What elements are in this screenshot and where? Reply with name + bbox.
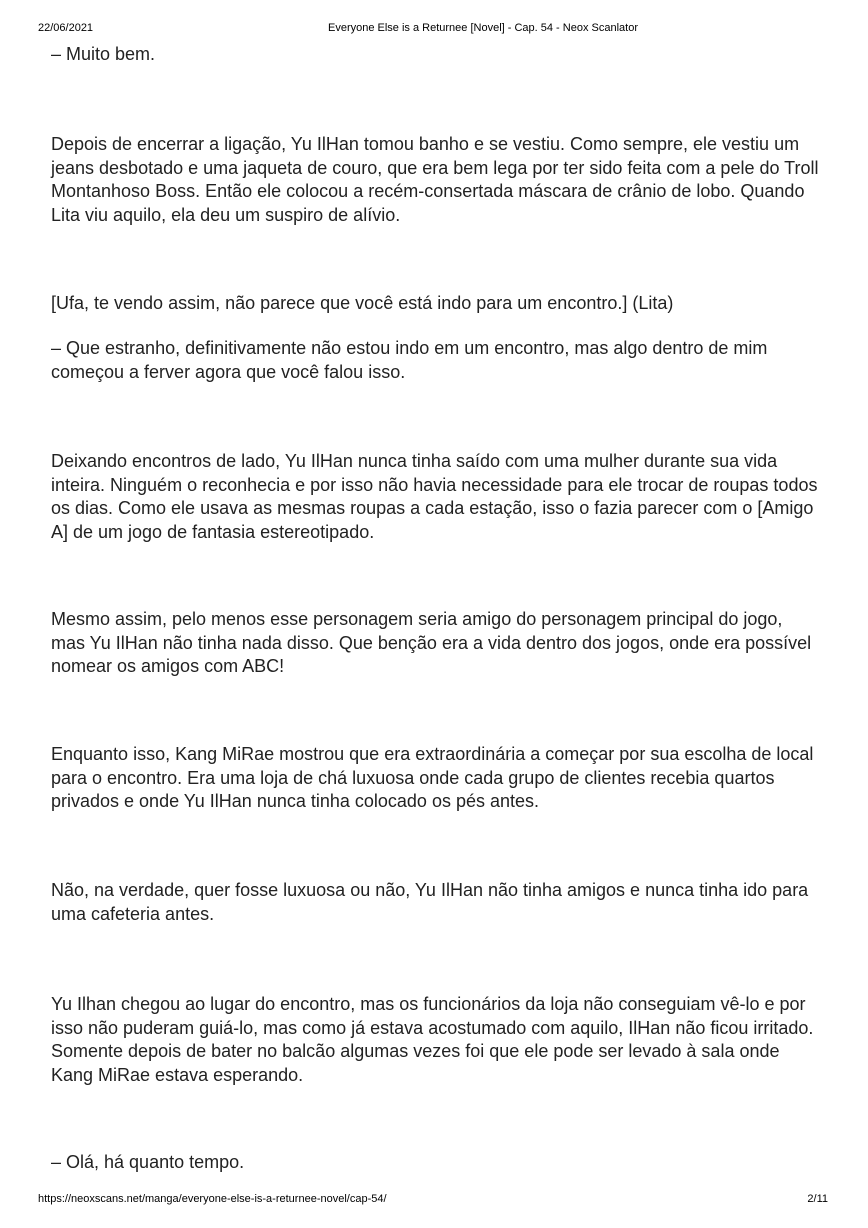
page-url[interactable]: https://neoxscans.net/manga/everyone-else-is-a-returnee-novel/cap-54/ — [38, 1193, 387, 1205]
dialogue-line: [Ufa, te vendo assim, não parece que você está indo para um encontro.] (Lita) — [51, 293, 674, 313]
narration-paragraph: Depois de encerrar a ligação, Yu IlHan tomou banho e se vestiu. Como sempre, ele vestiu um jeans desbotado e uma jaqueta de couro, que era bem lega por ter sido feita com a pele do Troll Montanhoso Boss. Então ele colocou a recém-consertada máscara de crânio de lobo. Quando Lita viu aquilo, ela deu um suspiro de alívio. — [51, 134, 819, 225]
dialogue-line: – Muito bem. — [51, 44, 156, 64]
page-title: Everyone Else is a Returnee [Novel] - Cap. 54 - Neox Scanlator — [328, 22, 638, 34]
narration-paragraph: Enquanto isso, Kang MiRae mostrou que era extraordinária a começar por sua escolha de local para o encontro. Era uma loja de chá luxuosa onde cada grupo de clientes recebia quartos privados e onde Yu IlHan nunca tinha colocado os pés antes. — [51, 744, 814, 811]
dialogue-line: – Olá, há quanto tempo. — [51, 1152, 245, 1172]
print-date: 22/06/2021 — [38, 22, 94, 34]
page-number: 2/11 — [807, 1193, 828, 1205]
narration-paragraph: Não, na verdade, quer fosse luxuosa ou não, Yu IlHan não tinha amigos e nunca tinha ido para uma cafeteria antes. — [51, 880, 809, 924]
narration-paragraph: Yu Ilhan chegou ao lugar do encontro, mas os funcionários da loja não conseguiam vê-lo e por isso não puderam guiá-lo, mas como já estava acostumado com aquilo, IlHan não ficou irritado. Somente depois de bater no balcão algumas vezes foi que ele pode ser levado à sala onde Kang MiRae estava esperando. — [51, 994, 814, 1085]
dialogue-line: – Que estranho, definitivamente não estou indo em um encontro, mas algo dentro de mim começou a ferver agora que você falou isso. — [51, 338, 768, 382]
narration-paragraph: Mesmo assim, pelo menos esse personagem seria amigo do personagem principal do jogo, mas Yu IlHan não tinha nada disso. Que benção era a vida dentro dos jogos, onde era possível nomear os amigos com ABC! — [51, 609, 812, 676]
narration-paragraph: Deixando encontros de lado, Yu IlHan nunca tinha saído com uma mulher durante sua vida inteira. Ninguém o reconhecia e por isso não havia necessidade para ele trocar de roupas todos os dias. Como ele usava as mesmas roupas a cada estação, isso o fazia parecer com o [Amigo A] de um jogo de fantasia estereotipado. — [51, 451, 818, 542]
